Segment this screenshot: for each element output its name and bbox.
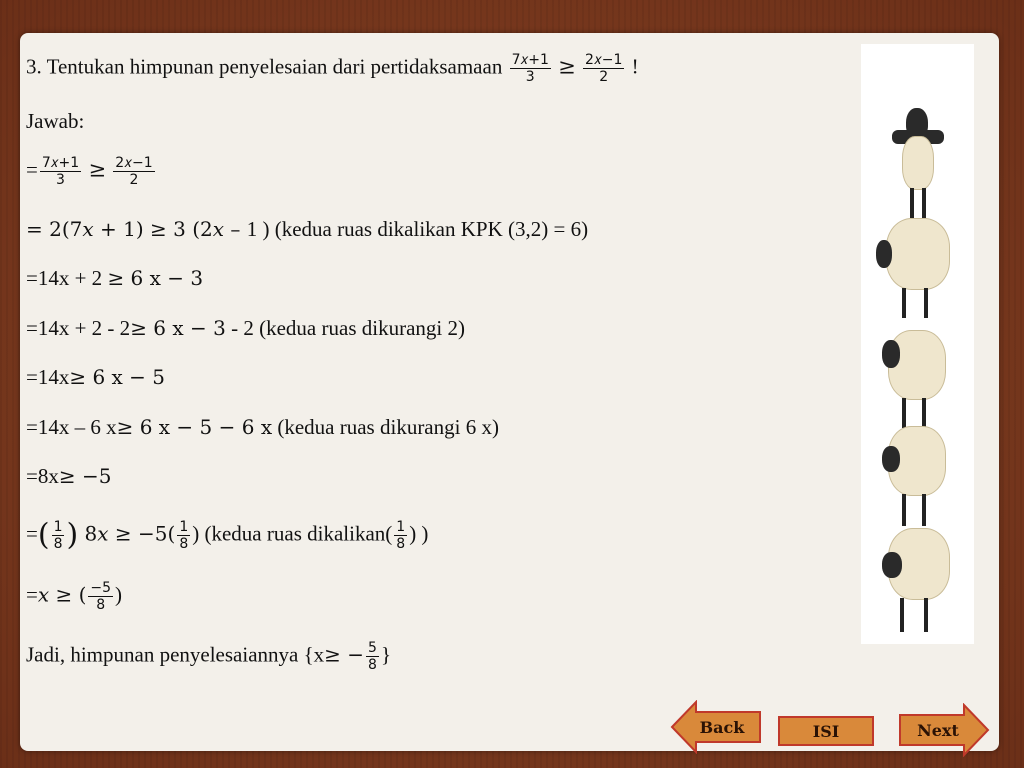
step-9-fraction: $\frac{-5}{8}$ <box>90 580 112 613</box>
sheep-icon <box>876 218 956 318</box>
question-line <box>26 52 639 85</box>
step-8-fraction-3: $\frac{1}{8}$ <box>396 519 406 552</box>
question-suffix: ! <box>631 54 639 79</box>
step-9: =𝑥 ≥ ( $\frac{-5}{8}$ ) <box>26 580 123 613</box>
back-button[interactable]: Back <box>670 700 762 754</box>
step-1-lhs-fraction: $\frac{\text{7𝑥+1}}{3}$ <box>41 155 80 188</box>
sheep-icon <box>888 108 948 218</box>
step-3: =14x + 2 ≥ 6 x − 3 <box>26 266 204 290</box>
question-relation: ≥ <box>558 54 576 79</box>
step-5: =14x≥ 6 x − 5 <box>26 365 166 389</box>
sheep-stack-image <box>876 108 960 634</box>
conclusion: Jadi, himpunan penyelesaiannya {x≥ − $\frac{5}{8}$ } <box>26 640 392 673</box>
conclusion-fraction: $\frac{5}{8}$ <box>368 640 377 673</box>
question-rhs-fraction: $\frac{\text{2𝑥−1}}{2}$ <box>585 52 623 85</box>
step-8-fraction-2: $\frac{1}{8}$ <box>179 519 189 552</box>
step-1-rhs-fraction: $\frac{\text{2𝑥−1}}{2}$ <box>115 155 153 188</box>
sheep-icon <box>876 528 960 634</box>
next-button[interactable]: Next <box>898 703 990 757</box>
step-8-fraction-1: $\frac{1}{8}$ <box>53 519 63 552</box>
step-2: = 2(7𝑥 + 1) ≥ 3 (2𝑥 – 1 ) (kedua ruas dikalikan KPK (3,2) = 6) <box>26 217 589 241</box>
isi-button[interactable]: ISI <box>778 716 874 746</box>
sheep-icon <box>876 426 956 526</box>
step-7: =8x≥ −5 <box>26 464 112 488</box>
question-lhs-fraction: $\frac{\text{7𝑥+1}}{3}$ <box>511 52 549 85</box>
sheep-icon <box>876 320 956 425</box>
step-6: =14x – 6 x≥ 6 x − 5 − 6 x (kedua ruas dikurangi 6 x) <box>26 415 499 439</box>
step-1: = $\frac{\text{7𝑥+1}}{3}$ ≥ $\frac{\text{2𝑥−1}}{2}$ <box>26 155 153 188</box>
question-text: 3. Tentukan himpunan penyelesaian dari pertidaksamaan <box>26 54 503 79</box>
step-8: =( $\frac{1}{8}$ ) 8𝑥 ≥ −5( $\frac{1}{8}$ ) (kedua ruas dikalikan( $\frac{1}{8}$ ) ) <box>26 517 429 553</box>
step-4: =14x + 2 - 2≥ 6 x − 3 - 2 (kedua ruas dikurangi 2) <box>26 316 465 340</box>
answer-label: Jawab: <box>26 109 85 133</box>
